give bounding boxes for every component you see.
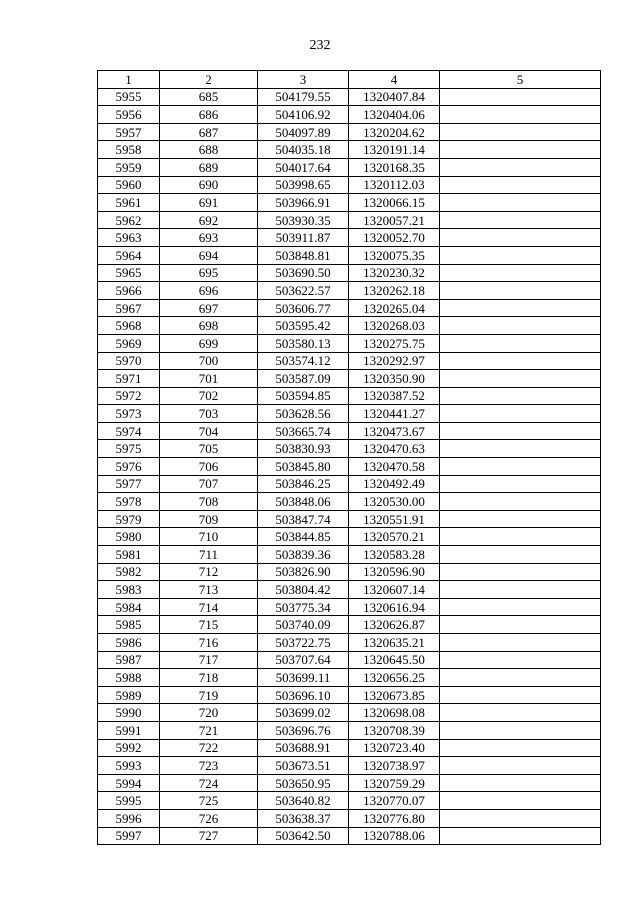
table-cell: 686 <box>160 106 258 124</box>
table-cell: 1320292.97 <box>349 352 440 370</box>
table-cell: 1320776.80 <box>349 809 440 827</box>
table-cell: 1320530.00 <box>349 493 440 511</box>
table-cell <box>440 176 601 194</box>
table-cell: 1320583.28 <box>349 546 440 564</box>
table-cell: 5980 <box>98 528 160 546</box>
table-cell: 1320770.07 <box>349 792 440 810</box>
table-cell: 1320262.18 <box>349 282 440 300</box>
table-body <box>98 88 601 845</box>
table-row <box>98 510 601 528</box>
table-cell <box>440 563 601 581</box>
table-cell: 5956 <box>98 106 160 124</box>
table-row <box>98 246 601 264</box>
table-cell: 5977 <box>98 475 160 493</box>
table-row <box>98 809 601 827</box>
table-cell: 5989 <box>98 686 160 704</box>
table-row <box>98 370 601 388</box>
table-cell <box>440 616 601 634</box>
table-row <box>98 158 601 176</box>
table-cell <box>440 774 601 792</box>
table-cell: 503640.82 <box>258 792 349 810</box>
table-cell <box>440 387 601 405</box>
table-row <box>98 669 601 687</box>
table-cell: 1320656.25 <box>349 669 440 687</box>
table-cell: 1320635.21 <box>349 634 440 652</box>
table-cell: 1320698.08 <box>349 704 440 722</box>
table-cell: 1320626.87 <box>349 616 440 634</box>
table-cell: 691 <box>160 194 258 212</box>
table-cell: 1320645.50 <box>349 651 440 669</box>
table-cell <box>440 405 601 423</box>
table-cell: 5997 <box>98 827 160 845</box>
table-row <box>98 352 601 370</box>
table-row <box>98 440 601 458</box>
table-cell: 720 <box>160 704 258 722</box>
table-cell: 715 <box>160 616 258 634</box>
table-cell: 1320350.90 <box>349 370 440 388</box>
table-cell: 5961 <box>98 194 160 212</box>
table-cell <box>440 282 601 300</box>
table-cell: 1320708.39 <box>349 721 440 739</box>
table-cell <box>440 194 601 212</box>
table-cell: 503966.91 <box>258 194 349 212</box>
table-row <box>98 176 601 194</box>
table-cell: 5964 <box>98 246 160 264</box>
table-row <box>98 598 601 616</box>
table-cell <box>440 158 601 176</box>
table-cell <box>440 317 601 335</box>
table-cell: 5992 <box>98 739 160 757</box>
table-cell: 5974 <box>98 422 160 440</box>
table-cell: 503594.85 <box>258 387 349 405</box>
table-cell: 503642.50 <box>258 827 349 845</box>
table-cell: 718 <box>160 669 258 687</box>
table-cell: 726 <box>160 809 258 827</box>
table-cell: 503911.87 <box>258 229 349 247</box>
table-cell: 722 <box>160 739 258 757</box>
table-cell: 5976 <box>98 458 160 476</box>
table-cell: 5965 <box>98 264 160 282</box>
table-cell <box>440 739 601 757</box>
table-cell: 504097.89 <box>258 123 349 141</box>
table-cell: 5979 <box>98 510 160 528</box>
table-row <box>98 792 601 810</box>
table-cell: 504035.18 <box>258 141 349 159</box>
table-cell: 503690.50 <box>258 264 349 282</box>
table-cell: 697 <box>160 299 258 317</box>
table-row <box>98 422 601 440</box>
table-cell: 5970 <box>98 352 160 370</box>
table-cell: 5991 <box>98 721 160 739</box>
table-cell: 503775.34 <box>258 598 349 616</box>
table-cell <box>440 211 601 229</box>
table-cell: 5969 <box>98 334 160 352</box>
table-row <box>98 334 601 352</box>
table-cell: 1320492.49 <box>349 475 440 493</box>
table-row <box>98 405 601 423</box>
table-cell: 5960 <box>98 176 160 194</box>
table-cell <box>440 669 601 687</box>
table-row <box>98 546 601 564</box>
table-row <box>98 299 601 317</box>
table-cell: 694 <box>160 246 258 264</box>
table-cell: 1320759.29 <box>349 774 440 792</box>
table-row <box>98 616 601 634</box>
table-cell: 1320407.84 <box>349 88 440 106</box>
table-cell: 503665.74 <box>258 422 349 440</box>
table-cell: 5987 <box>98 651 160 669</box>
table-cell: 1320616.94 <box>349 598 440 616</box>
table-cell: 503650.95 <box>258 774 349 792</box>
table-row <box>98 264 601 282</box>
table-cell: 688 <box>160 141 258 159</box>
table-cell: 503696.10 <box>258 686 349 704</box>
table-cell: 716 <box>160 634 258 652</box>
table-cell: 711 <box>160 546 258 564</box>
table-cell: 5982 <box>98 563 160 581</box>
table-cell: 503574.12 <box>258 352 349 370</box>
table-cell: 503826.90 <box>258 563 349 581</box>
table-cell <box>440 229 601 247</box>
table-cell: 1320268.03 <box>349 317 440 335</box>
table-cell <box>440 458 601 476</box>
table-cell: 503844.85 <box>258 528 349 546</box>
table-cell <box>440 475 601 493</box>
table-cell: 1320570.21 <box>349 528 440 546</box>
table-row <box>98 141 601 159</box>
table-cell: 1320066.15 <box>349 194 440 212</box>
table-cell: 727 <box>160 827 258 845</box>
table-cell: 712 <box>160 563 258 581</box>
table-cell: 503606.77 <box>258 299 349 317</box>
table-cell <box>440 370 601 388</box>
table-cell: 503707.64 <box>258 651 349 669</box>
table-row <box>98 387 601 405</box>
table-cell: 702 <box>160 387 258 405</box>
table-cell <box>440 422 601 440</box>
table-cell: 706 <box>160 458 258 476</box>
table-cell: 725 <box>160 792 258 810</box>
table-cell: 709 <box>160 510 258 528</box>
table-cell: 5972 <box>98 387 160 405</box>
table-cell: 5966 <box>98 282 160 300</box>
table-cell <box>440 809 601 827</box>
table-cell: 1320168.35 <box>349 158 440 176</box>
table-cell: 5967 <box>98 299 160 317</box>
table-cell: 503696.76 <box>258 721 349 739</box>
table-cell <box>440 598 601 616</box>
table-row <box>98 282 601 300</box>
table-cell <box>440 651 601 669</box>
table-cell: 1320738.97 <box>349 757 440 775</box>
table-cell <box>440 299 601 317</box>
table-row <box>98 827 601 845</box>
table-cell: 1320404.06 <box>349 106 440 124</box>
table-cell <box>440 827 601 845</box>
table-cell: 5973 <box>98 405 160 423</box>
table-cell: 503722.75 <box>258 634 349 652</box>
table-cell: 5994 <box>98 774 160 792</box>
column-header: 1 <box>98 71 160 89</box>
table-cell <box>440 246 601 264</box>
table-row <box>98 211 601 229</box>
table-cell <box>440 510 601 528</box>
table-cell: 689 <box>160 158 258 176</box>
table-cell: 1320607.14 <box>349 581 440 599</box>
table-cell: 5986 <box>98 634 160 652</box>
table-cell: 5984 <box>98 598 160 616</box>
table-cell <box>440 634 601 652</box>
table-cell <box>440 792 601 810</box>
table-cell: 692 <box>160 211 258 229</box>
table-cell <box>440 757 601 775</box>
table-cell: 503595.42 <box>258 317 349 335</box>
table-cell: 1320673.85 <box>349 686 440 704</box>
table-cell: 503740.09 <box>258 616 349 634</box>
table-cell: 724 <box>160 774 258 792</box>
table-row <box>98 88 601 106</box>
table-row <box>98 757 601 775</box>
table-cell: 5983 <box>98 581 160 599</box>
table-row <box>98 528 601 546</box>
table-cell: 504017.64 <box>258 158 349 176</box>
table-cell <box>440 581 601 599</box>
table-cell: 1320473.67 <box>349 422 440 440</box>
table-cell: 503845.80 <box>258 458 349 476</box>
table-cell: 5968 <box>98 317 160 335</box>
table-cell: 1320551.91 <box>349 510 440 528</box>
table-cell: 713 <box>160 581 258 599</box>
table-cell <box>440 123 601 141</box>
table-cell: 687 <box>160 123 258 141</box>
table-cell: 698 <box>160 317 258 335</box>
table-cell <box>440 704 601 722</box>
table-cell: 699 <box>160 334 258 352</box>
table-cell: 503846.25 <box>258 475 349 493</box>
table-cell: 5958 <box>98 141 160 159</box>
table-row <box>98 194 601 212</box>
coordinates-table <box>97 70 601 845</box>
table-cell: 503848.81 <box>258 246 349 264</box>
table-cell: 723 <box>160 757 258 775</box>
table-cell: 503930.35 <box>258 211 349 229</box>
table-cell: 503830.93 <box>258 440 349 458</box>
table-cell: 503848.06 <box>258 493 349 511</box>
table-cell: 1320275.75 <box>349 334 440 352</box>
column-header: 3 <box>258 71 349 89</box>
table-cell: 503699.11 <box>258 669 349 687</box>
table-cell: 5995 <box>98 792 160 810</box>
table-cell: 5959 <box>98 158 160 176</box>
table-cell: 1320387.52 <box>349 387 440 405</box>
table-cell: 5990 <box>98 704 160 722</box>
table-cell: 5975 <box>98 440 160 458</box>
table-cell: 1320204.62 <box>349 123 440 141</box>
table-cell: 1320723.40 <box>349 739 440 757</box>
table-cell: 5996 <box>98 809 160 827</box>
table-cell: 5955 <box>98 88 160 106</box>
table-cell <box>440 334 601 352</box>
table-cell: 1320788.06 <box>349 827 440 845</box>
table-cell: 1320191.14 <box>349 141 440 159</box>
table-cell: 717 <box>160 651 258 669</box>
table-cell: 504179.55 <box>258 88 349 106</box>
table-row <box>98 634 601 652</box>
table-cell: 693 <box>160 229 258 247</box>
table-cell: 1320470.63 <box>349 440 440 458</box>
page-number: 232 <box>309 38 331 53</box>
table-cell: 1320230.32 <box>349 264 440 282</box>
table-row <box>98 581 601 599</box>
table-cell <box>440 546 601 564</box>
table-cell: 503638.37 <box>258 809 349 827</box>
table-cell: 1320596.90 <box>349 563 440 581</box>
table-cell: 5971 <box>98 370 160 388</box>
table-cell: 5988 <box>98 669 160 687</box>
table-cell: 708 <box>160 493 258 511</box>
table-cell: 503839.36 <box>258 546 349 564</box>
table-row <box>98 475 601 493</box>
table-row <box>98 686 601 704</box>
table-row <box>98 458 601 476</box>
table-cell: 1320075.35 <box>349 246 440 264</box>
table-row <box>98 229 601 247</box>
table-cell: 503699.02 <box>258 704 349 722</box>
table-cell: 721 <box>160 721 258 739</box>
column-header: 4 <box>349 71 440 89</box>
table-row <box>98 106 601 124</box>
table-cell <box>440 264 601 282</box>
table-row <box>98 123 601 141</box>
table-row <box>98 704 601 722</box>
table-cell: 503847.74 <box>258 510 349 528</box>
table-row <box>98 774 601 792</box>
table-cell: 1320470.58 <box>349 458 440 476</box>
table-cell: 704 <box>160 422 258 440</box>
table-cell <box>440 352 601 370</box>
table-cell <box>440 493 601 511</box>
table-cell: 1320265.04 <box>349 299 440 317</box>
table-cell: 503587.09 <box>258 370 349 388</box>
table-header-row <box>98 71 601 89</box>
table-cell: 5962 <box>98 211 160 229</box>
column-header: 2 <box>160 71 258 89</box>
table-cell: 503804.42 <box>258 581 349 599</box>
table-cell: 705 <box>160 440 258 458</box>
table-cell <box>440 141 601 159</box>
table-cell <box>440 440 601 458</box>
table-row <box>98 317 601 335</box>
table-cell: 503673.51 <box>258 757 349 775</box>
table-row <box>98 493 601 511</box>
table-cell: 503998.65 <box>258 176 349 194</box>
table-cell: 5963 <box>98 229 160 247</box>
table-cell: 710 <box>160 528 258 546</box>
table-cell: 1320052.70 <box>349 229 440 247</box>
table-cell: 503580.13 <box>258 334 349 352</box>
table-cell: 707 <box>160 475 258 493</box>
table-cell: 1320057.21 <box>349 211 440 229</box>
table-cell: 1320441.27 <box>349 405 440 423</box>
table-cell: 714 <box>160 598 258 616</box>
table-cell: 696 <box>160 282 258 300</box>
column-header: 5 <box>440 71 601 89</box>
table-cell: 1320112.03 <box>349 176 440 194</box>
table-cell: 5978 <box>98 493 160 511</box>
table-cell: 719 <box>160 686 258 704</box>
table-cell: 503688.91 <box>258 739 349 757</box>
table-cell: 5993 <box>98 757 160 775</box>
table-cell: 695 <box>160 264 258 282</box>
table-cell <box>440 721 601 739</box>
table-cell: 504106.92 <box>258 106 349 124</box>
table-cell: 685 <box>160 88 258 106</box>
table-cell <box>440 528 601 546</box>
table-cell: 701 <box>160 370 258 388</box>
table-cell: 5957 <box>98 123 160 141</box>
table-cell: 5985 <box>98 616 160 634</box>
table-cell: 703 <box>160 405 258 423</box>
table-cell: 503628.56 <box>258 405 349 423</box>
table-cell: 503622.57 <box>258 282 349 300</box>
table-row <box>98 563 601 581</box>
table-cell: 690 <box>160 176 258 194</box>
table-cell <box>440 686 601 704</box>
table-cell: 700 <box>160 352 258 370</box>
table-cell <box>440 106 601 124</box>
table-row <box>98 739 601 757</box>
table-row <box>98 721 601 739</box>
table-row <box>98 651 601 669</box>
table-cell: 5981 <box>98 546 160 564</box>
table-cell <box>440 88 601 106</box>
